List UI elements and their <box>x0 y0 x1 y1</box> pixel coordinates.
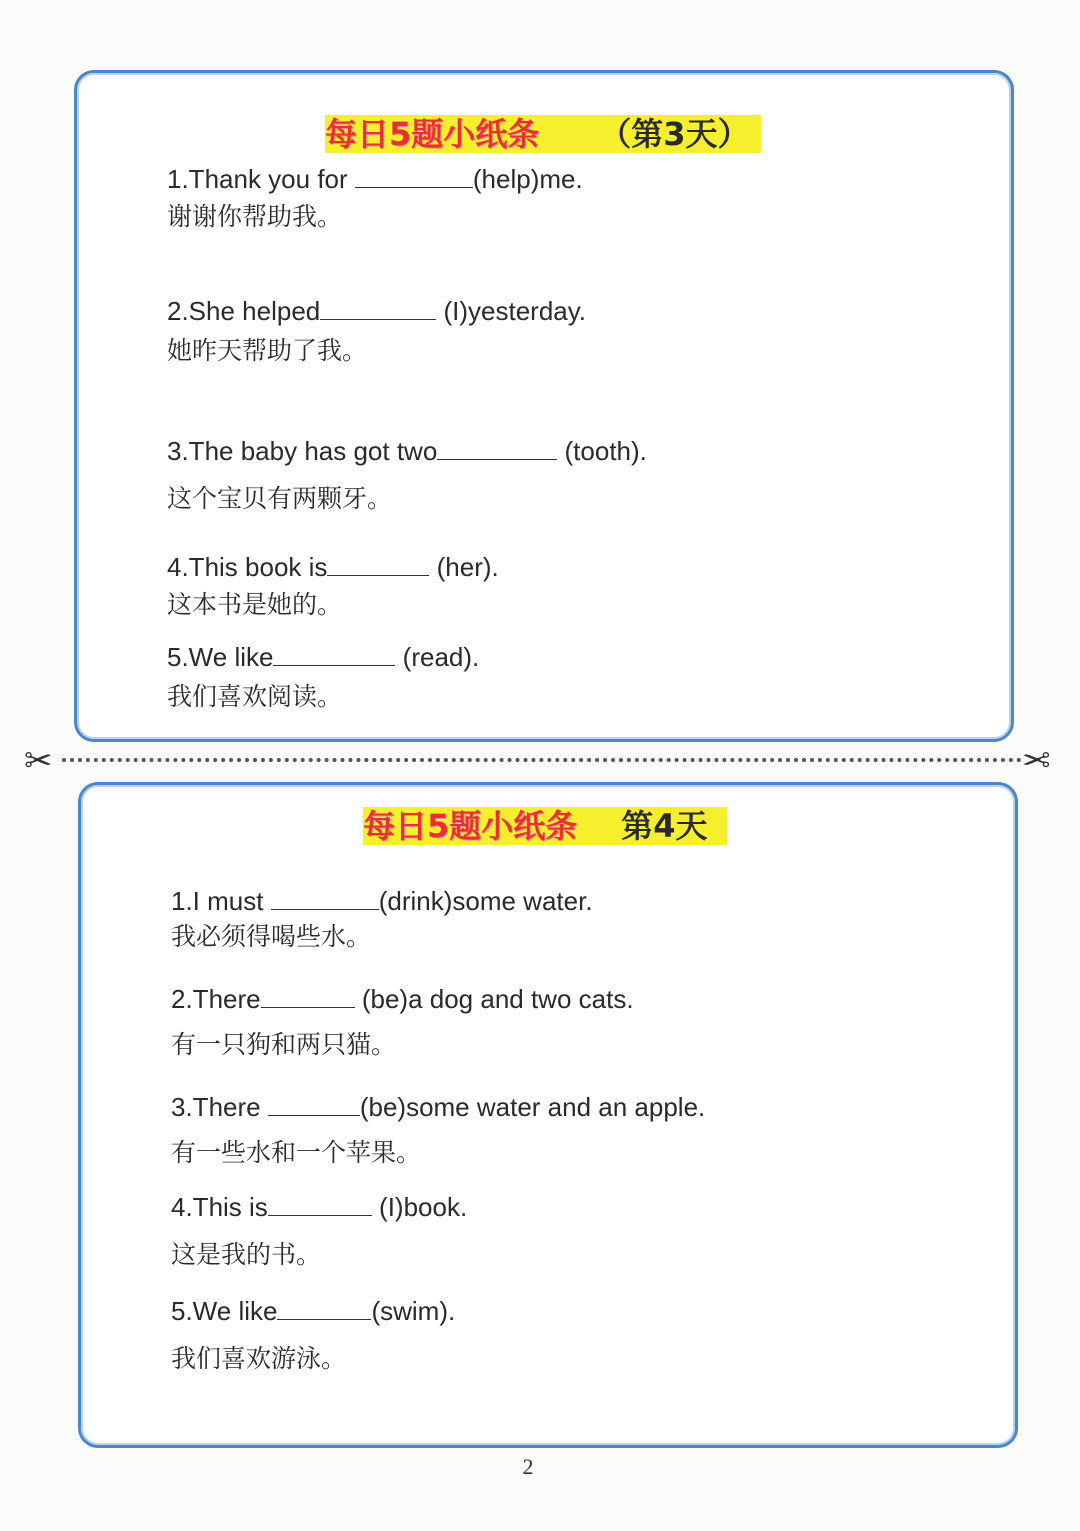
scissors-icon: ✂ <box>1022 742 1051 780</box>
question-text: 2.She helped <box>167 296 321 326</box>
question-5 <box>167 639 479 673</box>
question-hint: (be)some water and an apple. <box>359 1092 706 1122</box>
exercise-card-day4 <box>78 782 1018 1448</box>
answer-blank[interactable] <box>320 293 436 320</box>
question-4 <box>167 549 499 583</box>
exercise-card-day3 <box>74 70 1014 742</box>
question-4-translation: 这本书是她的。 <box>167 590 343 619</box>
card-title-main: 每日5题小纸条 <box>363 807 578 845</box>
question-3-translation: 这个宝贝有两颗牙。 <box>167 484 393 513</box>
question-3 <box>167 433 647 467</box>
question-1-translation: 我必须得喝些水。 <box>171 922 372 951</box>
question-1 <box>171 883 593 917</box>
card-title-day: 第4天 <box>621 807 708 845</box>
answer-blank[interactable] <box>268 1089 360 1116</box>
page-number: 2 <box>522 1454 534 1479</box>
scissors-icon: ✂ <box>24 742 53 780</box>
question-text: 3.The baby has got two <box>167 436 438 466</box>
question-hint: (tooth). <box>557 436 647 466</box>
question-3 <box>171 1089 705 1123</box>
answer-blank[interactable] <box>268 1189 372 1216</box>
question-2 <box>167 293 586 327</box>
card-title-main: 每日5题小纸条 <box>325 115 540 153</box>
question-text: 1.Thank you for <box>167 164 355 194</box>
question-2-translation: 她昨天帮助了我。 <box>167 336 368 365</box>
question-5 <box>171 1293 455 1327</box>
question-hint: (drink)some water. <box>378 886 593 916</box>
answer-blank[interactable] <box>273 639 395 666</box>
answer-blank[interactable] <box>277 1293 371 1320</box>
cut-line-divider <box>62 758 1022 762</box>
question-text: 1.I must <box>171 886 271 916</box>
question-3-translation: 有一些水和一个苹果。 <box>171 1138 422 1167</box>
question-2 <box>171 981 634 1015</box>
question-text: 5.We like <box>171 1296 278 1326</box>
answer-blank[interactable] <box>271 883 379 910</box>
card-title-day4 <box>363 807 727 845</box>
question-4 <box>171 1189 467 1223</box>
question-hint: (I)yesterday. <box>436 296 587 326</box>
card-title-day3 <box>325 115 761 153</box>
answer-blank[interactable] <box>437 433 557 460</box>
question-2-translation: 有一只狗和两只猫。 <box>171 1030 397 1059</box>
question-hint: (swim). <box>371 1296 456 1326</box>
question-text: 5.We like <box>167 642 274 672</box>
question-1 <box>167 161 583 195</box>
question-4-translation: 这是我的书。 <box>171 1240 322 1269</box>
answer-blank[interactable] <box>261 981 355 1008</box>
question-hint: (help)me. <box>472 164 583 194</box>
question-text: 2.There <box>171 984 261 1014</box>
question-text: 4.This is <box>171 1192 268 1222</box>
question-hint: (her). <box>429 552 499 582</box>
question-5-translation: 我们喜欢游泳。 <box>171 1344 347 1373</box>
question-text: 3.There <box>171 1092 268 1122</box>
question-1-translation: 谢谢你帮助我。 <box>167 202 343 231</box>
question-hint: (I)book. <box>371 1192 468 1222</box>
card-title-day: （第3天） <box>599 115 750 153</box>
question-hint: (be)a dog and two cats. <box>354 984 634 1014</box>
answer-blank[interactable] <box>327 549 429 576</box>
answer-blank[interactable] <box>355 161 473 188</box>
question-text: 4.This book is <box>167 552 328 582</box>
question-hint: (read). <box>395 642 480 672</box>
question-5-translation: 我们喜欢阅读。 <box>167 682 343 711</box>
